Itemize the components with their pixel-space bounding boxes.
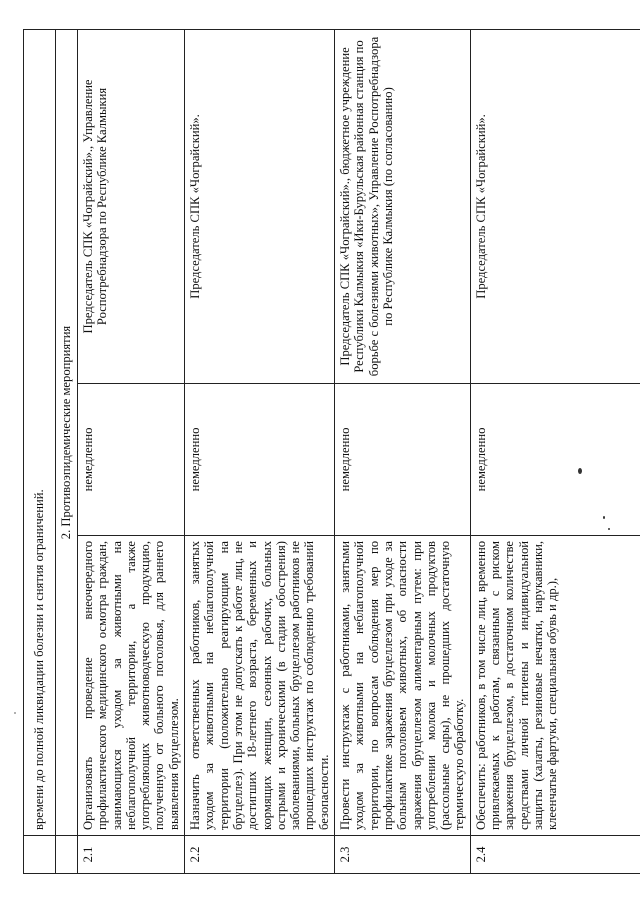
row-term: немедленно: [335, 384, 471, 536]
row-number: 2.3: [335, 836, 471, 874]
section-num-cell: [56, 836, 78, 874]
table-row: [335, 29, 471, 873]
continuation-num-cell: [24, 836, 56, 874]
row-action: Организовать проведение внеочередного профилактического медицинского осмотра граждан, занимающихся уходом за животными на неблагополучной территории, а также употребляющих животноводческую продукцию, полученную от больного поголовья, для раннего выявления бруцеллезом.: [78, 536, 185, 836]
table-row: [78, 29, 185, 873]
continuation-text: времени до полной ликвидации болезни и снятия ограничений.: [24, 29, 56, 835]
scan-speck: [608, 528, 610, 530]
row-number: 2.2: [185, 836, 335, 874]
row-action: Обеспечить: работников, в том числе лиц, временно привлекаемых к работам, связанным с риском заражения бруцеллезом, в достаточном количестве средствами личной гигиены и индивидуальной защиты (халаты, резиновые нечатки, нарукавники, клеенчатые фартуки, специальная обувь и др.),: [470, 536, 640, 836]
table-row: [470, 29, 640, 873]
row-responsible: Председатель СПК «Чограйский».: [470, 29, 640, 383]
rotated-document-page: [23, 30, 617, 874]
row-term: немедленно: [78, 384, 185, 536]
row-action: Назначить ответственных работников, занятых уходом за животными на неблагополучной территории (положительно реагирующим на бруцеллез). При этом не допускать к работе лиц, не достигших 18-летнего возраста, беременных и кормящих женщин, сезонных рабочих, больных острыми и хроническими (в стадии обострения) заболеваниями, больных бруцеллезом работников не прошедших инструктаж по соблюдению требований безопасности.: [185, 536, 335, 836]
row-number: 2.1: [78, 836, 185, 874]
row-responsible: Председатель СПК «Чограйский»., бюджетное учреждение Республики Калмыкия «Ики-Бурульская районная станция по борьбе с болезнями животных», Управление Роспотребнадзора по Республике Калмыкия (по согласованию): [335, 29, 471, 383]
action-plan-table: [23, 29, 640, 874]
scan-speck: [578, 468, 582, 474]
scan-speck: [14, 712, 16, 714]
row-number: 2.4: [470, 836, 640, 874]
table-row: [185, 29, 335, 873]
row-term: немедленно: [470, 384, 640, 536]
row-action: Провести инструктаж с работниками, занятыми уходом за животными на неблагополучной территории, по вопросам соблюдения мер по профилактике заражения бруцеллезом при уходе за больным поголовьем животных, об опасности заражения бруцеллезом алиментарным путем: при употреблении молока и молочных продуктов (рассольные сыры), не прошедших достаточную термическую обработку.: [335, 536, 471, 836]
row-responsible: Председатель СПК «Чограйский»., Управление Роспотребнадзора по Республике Калмыкия: [78, 29, 185, 383]
scan-speck: [603, 516, 605, 519]
row-term: немедленно: [185, 384, 335, 536]
row-responsible: Председатель СПК «Чограйский».: [185, 29, 335, 383]
section-header-row: [56, 29, 78, 873]
continuation-row: [24, 29, 56, 873]
section-title: 2. Противоэпидемические мероприятия: [56, 29, 78, 835]
